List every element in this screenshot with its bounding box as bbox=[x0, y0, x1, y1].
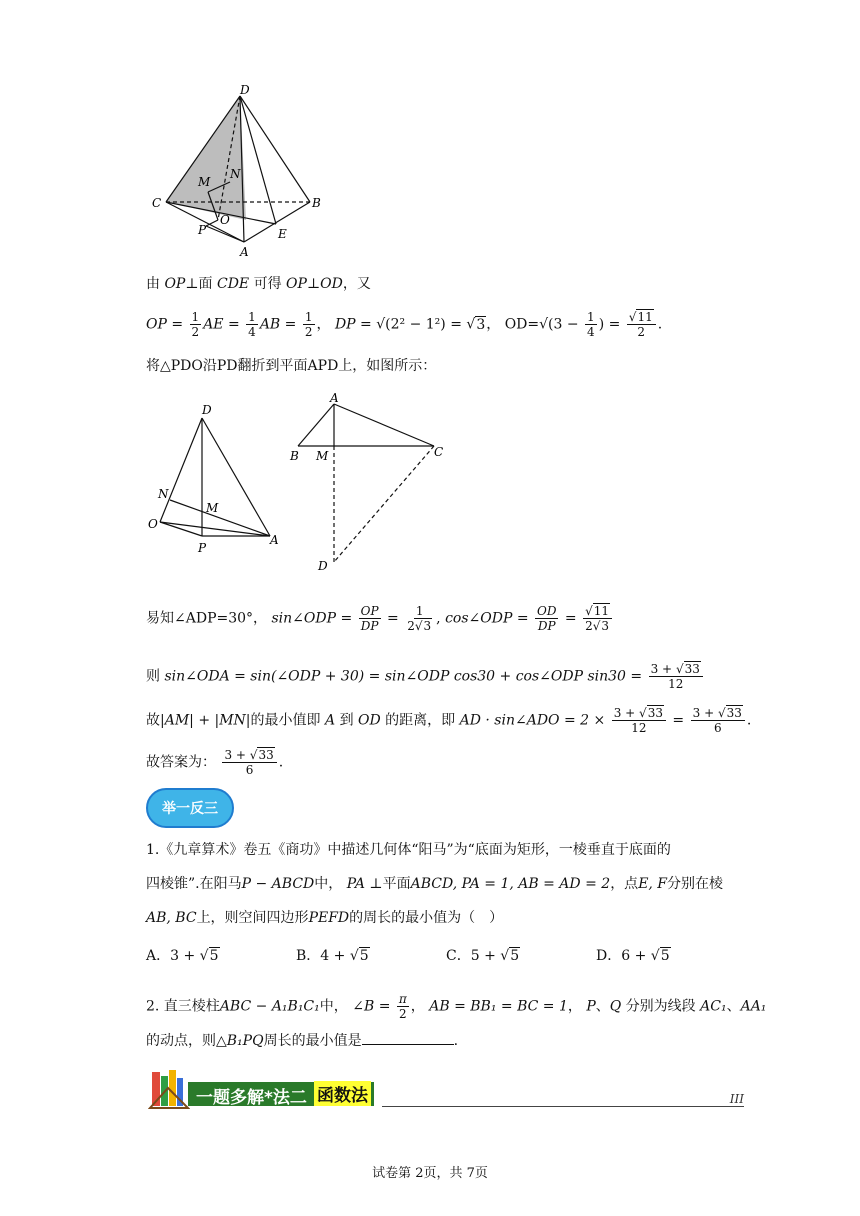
fig2-label-a: A bbox=[270, 533, 279, 547]
fig3-label-d: D bbox=[318, 559, 328, 573]
solution-line-5: 则 sin∠ODA = sin(∠ODP + 30) = sin∠ODP cos30 + cos∠ODP sin30 = $\frac{3 + √33}{12}$ bbox=[146, 662, 705, 691]
fig2-label-d: D bbox=[202, 403, 212, 417]
books-pencil-icon bbox=[148, 1066, 190, 1112]
fig2-label-p: P bbox=[198, 541, 207, 555]
fig2-label-o: O bbox=[148, 517, 158, 531]
method-banner bbox=[148, 1066, 744, 1112]
banner-rule bbox=[382, 1106, 744, 1107]
option-b[interactable]: B．4 + √5 bbox=[296, 948, 369, 964]
fold-figure bbox=[284, 390, 454, 576]
label-a: A bbox=[240, 245, 249, 259]
triangle-figure bbox=[146, 400, 286, 560]
section-badge: 举一反三 bbox=[146, 788, 234, 828]
page-footer: 试卷第 2页，共 7页 bbox=[372, 1166, 488, 1181]
label-o: O bbox=[220, 213, 230, 227]
fig2-label-n: N bbox=[158, 487, 169, 501]
banner-title: 一题多解*法二 bbox=[196, 1088, 307, 1108]
label-c: C bbox=[152, 196, 162, 210]
solution-line-6: 故|AM| + |MN|的最小值即 A 到 OD 的距离，即 AD · sin∠ADO = 2 × $\frac{3 + √33}{12}$ = $\frac{3 + √33}{6}$ . bbox=[146, 706, 752, 735]
label-n: N bbox=[230, 167, 241, 181]
question-2-line-2: 的动点，则△B₁PQ周长的最小值是 . bbox=[146, 1030, 458, 1051]
fig3-label-a: A bbox=[330, 391, 339, 405]
fig3-label-b: B bbox=[290, 449, 299, 463]
option-c[interactable]: C．5 + √5 bbox=[446, 948, 520, 964]
label-b: B bbox=[312, 196, 321, 210]
solution-line-4: 易知∠ADP=30°， sin∠ODP = $\frac{OP}{DP}$ = $\frac{1}{2√3}$ , cos∠ODP = $\frac{OD}{DP}$ = $\frac{√11}{2√3}$ bbox=[146, 604, 614, 633]
label-p: P bbox=[198, 223, 207, 237]
question-1-line-3: AB, BC上，则空间四边形PEFD的周长的最小值为（ ） bbox=[146, 910, 504, 926]
fig3-label-c: C bbox=[434, 445, 444, 459]
pyramid-figure bbox=[146, 80, 326, 260]
answer-blank[interactable] bbox=[362, 1030, 454, 1045]
banner-highlight: 函数法 bbox=[314, 1081, 371, 1106]
label-m: M bbox=[198, 175, 211, 189]
question-1-line-2: 四棱锥”.在阳马P − ABCD中， PA ⊥平面ABCD, PA = 1, AB = AD = 2，点E, F分别在棱 bbox=[146, 876, 724, 892]
answer-line: 故答案为： $\frac{3 + √33}{6}$ . bbox=[146, 748, 284, 777]
question-2-line-1: 2. 直三棱柱ABC − A₁B₁C₁中， ∠B = $\frac{\pi}{2}$ ， AB = BB₁ = BC = 1， P、Q 分别为线段 AC₁、AA₁ bbox=[146, 992, 767, 1021]
solution-line-2: OP = $\frac{1}{2}$ AE = $\frac{1}{4}$ AB = $\frac{1}{2}$ ， DP = √(2² − 1²) = √3， OD=√(3 − $\frac{1}{4}$ ) = $\frac{√11}{2}$ . bbox=[146, 310, 663, 339]
solution-line-1: 由 OP⊥面 CDE 可得 OP⊥OD，又 bbox=[146, 276, 371, 292]
label-d: D bbox=[240, 83, 250, 97]
fig2-label-m: M bbox=[206, 501, 219, 515]
banner-mark: III bbox=[729, 1092, 744, 1106]
fig3-label-m: M bbox=[316, 449, 329, 463]
label-e: E bbox=[278, 227, 287, 241]
solution-line-3: 将△PDO沿PD翻折到平面APD上，如图所示： bbox=[146, 358, 437, 374]
option-a[interactable]: A．3 + √5 bbox=[146, 948, 219, 964]
option-d[interactable]: D．6 + √5 bbox=[596, 948, 670, 964]
question-1-line-1: 1.《九章算术》卷五《商功》中描述几何体“阳马”为“底面为矩形，一棱垂直于底面的 bbox=[146, 842, 671, 858]
